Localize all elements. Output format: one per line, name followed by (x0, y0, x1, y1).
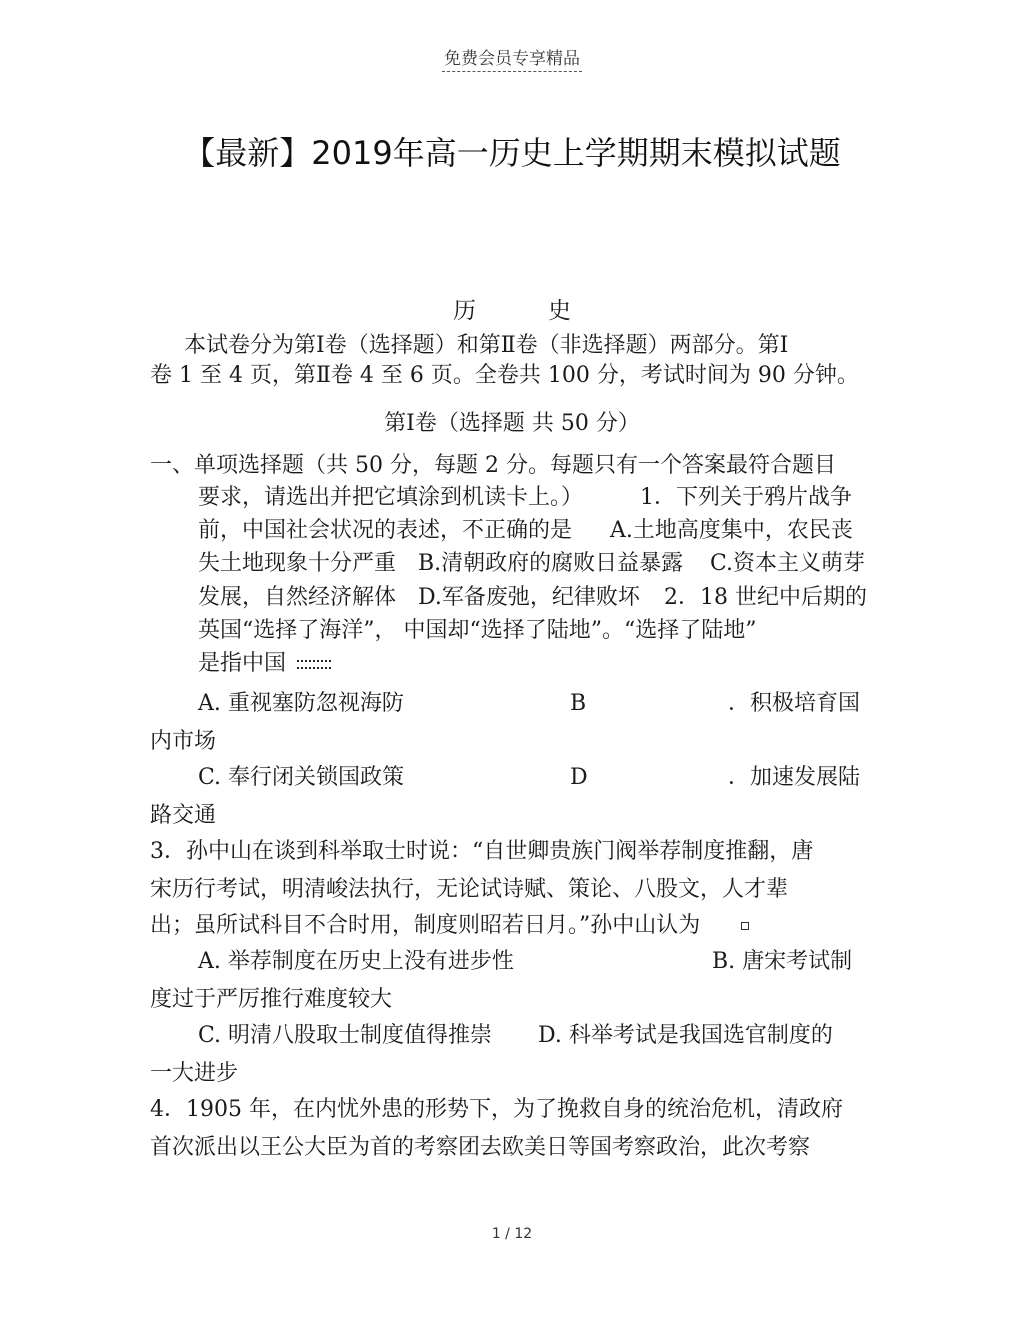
q3-option-b-cont: 度过于严厉推行难度较大 (150, 987, 393, 1012)
question-4-stem: 4．1905 年，在内忧外患的形势下，为了挽救自身的统治危机，清政府 (150, 1097, 843, 1122)
q1-option-a: A.土地高度集中，农民丧 (610, 518, 853, 543)
part1-line-1: 一、单项选择题（共 50 分，每题 2 分。每题只有一个答案最符合题目 (150, 453, 836, 478)
q3-option-a: A. 举荐制度在历史上没有进步性 (198, 949, 514, 974)
page-title: 【最新】2019年高一历史上学期期末模拟试题 (183, 134, 841, 172)
answer-blank-mark (741, 922, 749, 930)
q3-stem-line-3: 出；虽所试科目不合时用，制度则昭若日月。”孙中山认为 (150, 910, 749, 942)
q4-stem-line-2: 首次派出以王公大臣为首的考察团去欧美日等国考察政治，此次考察 (150, 1135, 811, 1160)
q3-option-d-cont: 一大进步 (150, 1061, 239, 1086)
q2-option-d-letter: D (570, 765, 588, 790)
header-note: 免费会员专享精品 (0, 44, 1024, 69)
question-2-stem: 2．18 世纪中后期的 (664, 585, 867, 610)
question-1-stem: 1．下列关于鸦片战争 (640, 485, 852, 510)
intro-line-2: 卷 1 至 4 页，第Ⅱ卷 4 至 6 页。全卷共 100 分，考试时间为 90 分钟。 (150, 363, 859, 388)
q3-stem-line-2: 宋历行考试，明清峻法执行，无论试诗赋、策论、八股文，人才辈 (150, 877, 789, 902)
part1-line-2a: 要求，请选出并把它填涂到机读卡上。） (198, 485, 584, 510)
q1-option-a-cont: 失土地现象十分严重 (198, 551, 397, 576)
q3-option-c: C. 明清八股取士制度值得推崇 (198, 1023, 493, 1048)
q1-option-d: D.军备废弛，纪律败坏 (418, 585, 640, 610)
part1-line-3a: 前，中国社会状况的表述，不正确的是 (198, 518, 573, 543)
q2-option-d: ．加速发展陆 (728, 765, 861, 790)
page-number: 1 / 12 (491, 1226, 533, 1242)
subject-heading (0, 292, 1024, 325)
q3-option-b: B. 唐宋考试制 (712, 949, 853, 974)
answer-blank-mark (297, 660, 331, 669)
q3-option-d: D. 科举考试是我国选官制度的 (538, 1023, 833, 1048)
q2-option-b: ．积极培育国 (728, 691, 861, 716)
q1-option-c: C.资本主义萌芽 (710, 551, 866, 576)
q1-option-c-cont: 发展，自然经济解体 (198, 585, 397, 610)
q2-stem-end: 是指中国 (198, 648, 331, 680)
q2-stem-cont: 英国“选择了海洋”， 中国却“选择了陆地”。“选择了陆地” (198, 618, 757, 643)
subject-char-2: 史 (548, 298, 571, 324)
q2-option-b-letter: B (570, 691, 587, 716)
intro-line-1: 本试卷分为第Ⅰ卷（选择题）和第Ⅱ卷（非选择题）两部分。第Ⅰ (184, 333, 789, 358)
q2-option-d-cont: 路交通 (150, 803, 217, 828)
q2-option-b-cont: 内市场 (150, 729, 217, 754)
section-1-heading: 第Ⅰ卷（选择题 共 50 分） (384, 411, 640, 436)
q2-option-c: C. 奉行闭关锁国政策 (198, 765, 405, 790)
q2-option-a: A. 重视塞防忽视海防 (198, 691, 404, 716)
subject-char-1: 历 (453, 298, 476, 324)
question-3-stem: 3．孙中山在谈到科举取士时说：“自世卿贵族门阀举荐制度推翻，唐 (150, 839, 814, 864)
q1-option-b: B.清朝政府的腐败日益暴露 (418, 551, 684, 576)
